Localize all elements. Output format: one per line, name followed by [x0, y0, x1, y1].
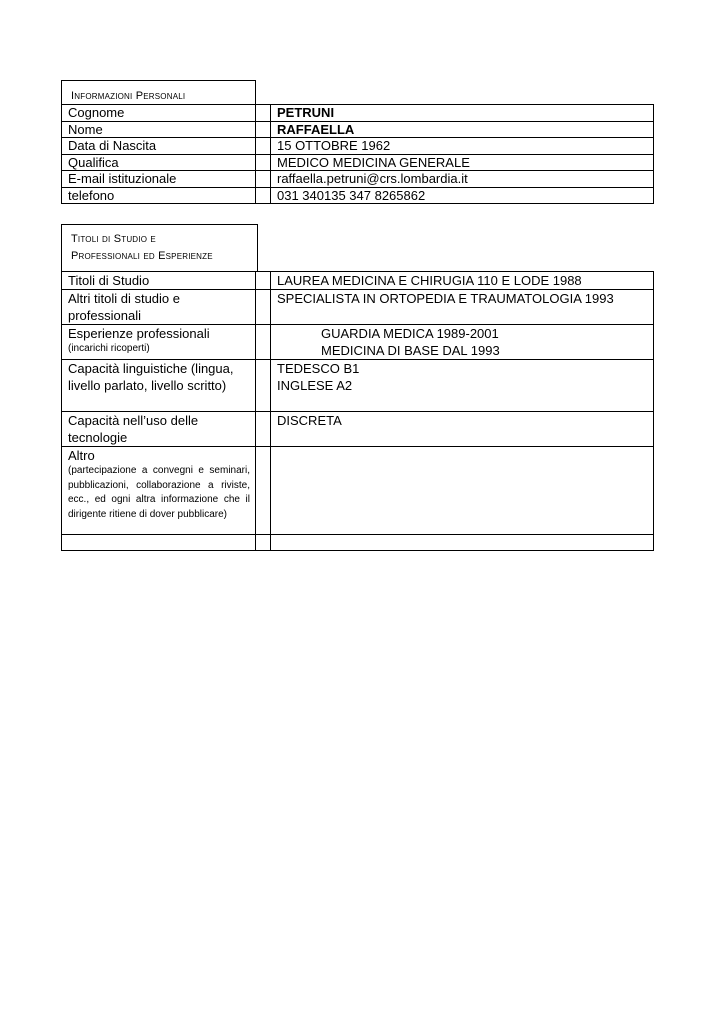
altro-label: Altro	[68, 448, 95, 463]
gap-cell	[256, 535, 271, 551]
personal-value: 15 OTTOBRE 1962	[271, 138, 654, 155]
gap-cell	[256, 105, 271, 122]
esperienze-cell	[62, 325, 256, 360]
gap-cell	[256, 121, 271, 138]
table-row	[62, 412, 654, 447]
esperienze-value: MEDICINA DI BASE DAL 1993	[321, 343, 500, 358]
gap-cell	[256, 187, 271, 204]
lingue-label: Capacità linguistiche (lingua, livello parlato, livello scritto)	[62, 360, 256, 412]
personal-info-table	[61, 104, 654, 204]
titoli-value: LAUREA MEDICINA E CHIRUGIA 110 E LODE 1988	[271, 272, 654, 290]
esperienze-label: Esperienze professionali	[68, 326, 210, 341]
table-row	[62, 290, 654, 325]
personal-label: E-mail istituzionale	[62, 171, 256, 188]
personal-label: Qualifica	[62, 154, 256, 171]
table-row	[62, 325, 654, 360]
tecnologie-label: Capacità nell’uso delle tecnologie	[62, 412, 256, 447]
altro-sublabel: (partecipazione a convegni e seminari, pubblicazioni, collaborazione a riviste, ecc., ed ogni altra informazione che il dirigente ritiene di dover pubblicare)	[68, 465, 250, 520]
personal-value: raffaella.petruni@crs.lombardia.it	[271, 171, 654, 188]
altri-label: Altri titoli di studio e professionali	[62, 290, 256, 325]
esperienze-values	[271, 325, 654, 360]
table-row	[62, 154, 654, 171]
gap-cell	[256, 360, 271, 412]
personal-label: Data di Nascita	[62, 138, 256, 155]
gap-cell	[256, 412, 271, 447]
gap-cell	[256, 154, 271, 171]
gap-cell	[256, 171, 271, 188]
table-row	[62, 535, 654, 551]
empty-cell	[62, 535, 256, 551]
studies-table	[61, 271, 654, 551]
personal-label: Nome	[62, 121, 256, 138]
table-row	[62, 105, 654, 122]
studies-header-line2: Professionali ed Esperienze	[71, 250, 213, 262]
personal-label: telefono	[62, 187, 256, 204]
studies-header-line1: Titoli di Studio e	[71, 233, 156, 245]
titoli-label: Titoli di Studio	[62, 272, 256, 290]
table-row	[62, 187, 654, 204]
personal-value: PETRUNI	[271, 105, 654, 122]
altro-value	[271, 447, 654, 535]
personal-info-header-text: Informazioni Personali	[71, 90, 186, 102]
table-row	[62, 171, 654, 188]
table-row	[62, 272, 654, 290]
altro-cell	[62, 447, 256, 535]
gap-cell	[256, 290, 271, 325]
personal-value: MEDICO MEDICINA GENERALE	[271, 154, 654, 171]
studies-header	[61, 224, 258, 272]
esperienze-value: GUARDIA MEDICA 1989-2001	[321, 326, 499, 341]
gap-cell	[256, 272, 271, 290]
table-row	[62, 121, 654, 138]
lingue-value: INGLESE A2	[277, 378, 353, 393]
gap-cell	[256, 447, 271, 535]
lingue-value: TEDESCO B1	[277, 361, 360, 376]
gap-cell	[256, 325, 271, 360]
esperienze-sublabel: (incarichi ricoperti)	[68, 343, 150, 354]
table-row	[62, 138, 654, 155]
lingue-values	[271, 360, 654, 412]
table-row	[62, 447, 654, 535]
personal-label: Cognome	[62, 105, 256, 122]
tecnologie-value: DISCRETA	[271, 412, 654, 447]
personal-value: RAFFAELLA	[271, 121, 654, 138]
personal-info-header	[61, 80, 256, 105]
empty-cell	[271, 535, 654, 551]
altri-value: SPECIALISTA IN ORTOPEDIA E TRAUMATOLOGIA 1993	[271, 290, 654, 325]
table-row	[62, 360, 654, 412]
personal-value: 031 340135 347 8265862	[271, 187, 654, 204]
gap-cell	[256, 138, 271, 155]
